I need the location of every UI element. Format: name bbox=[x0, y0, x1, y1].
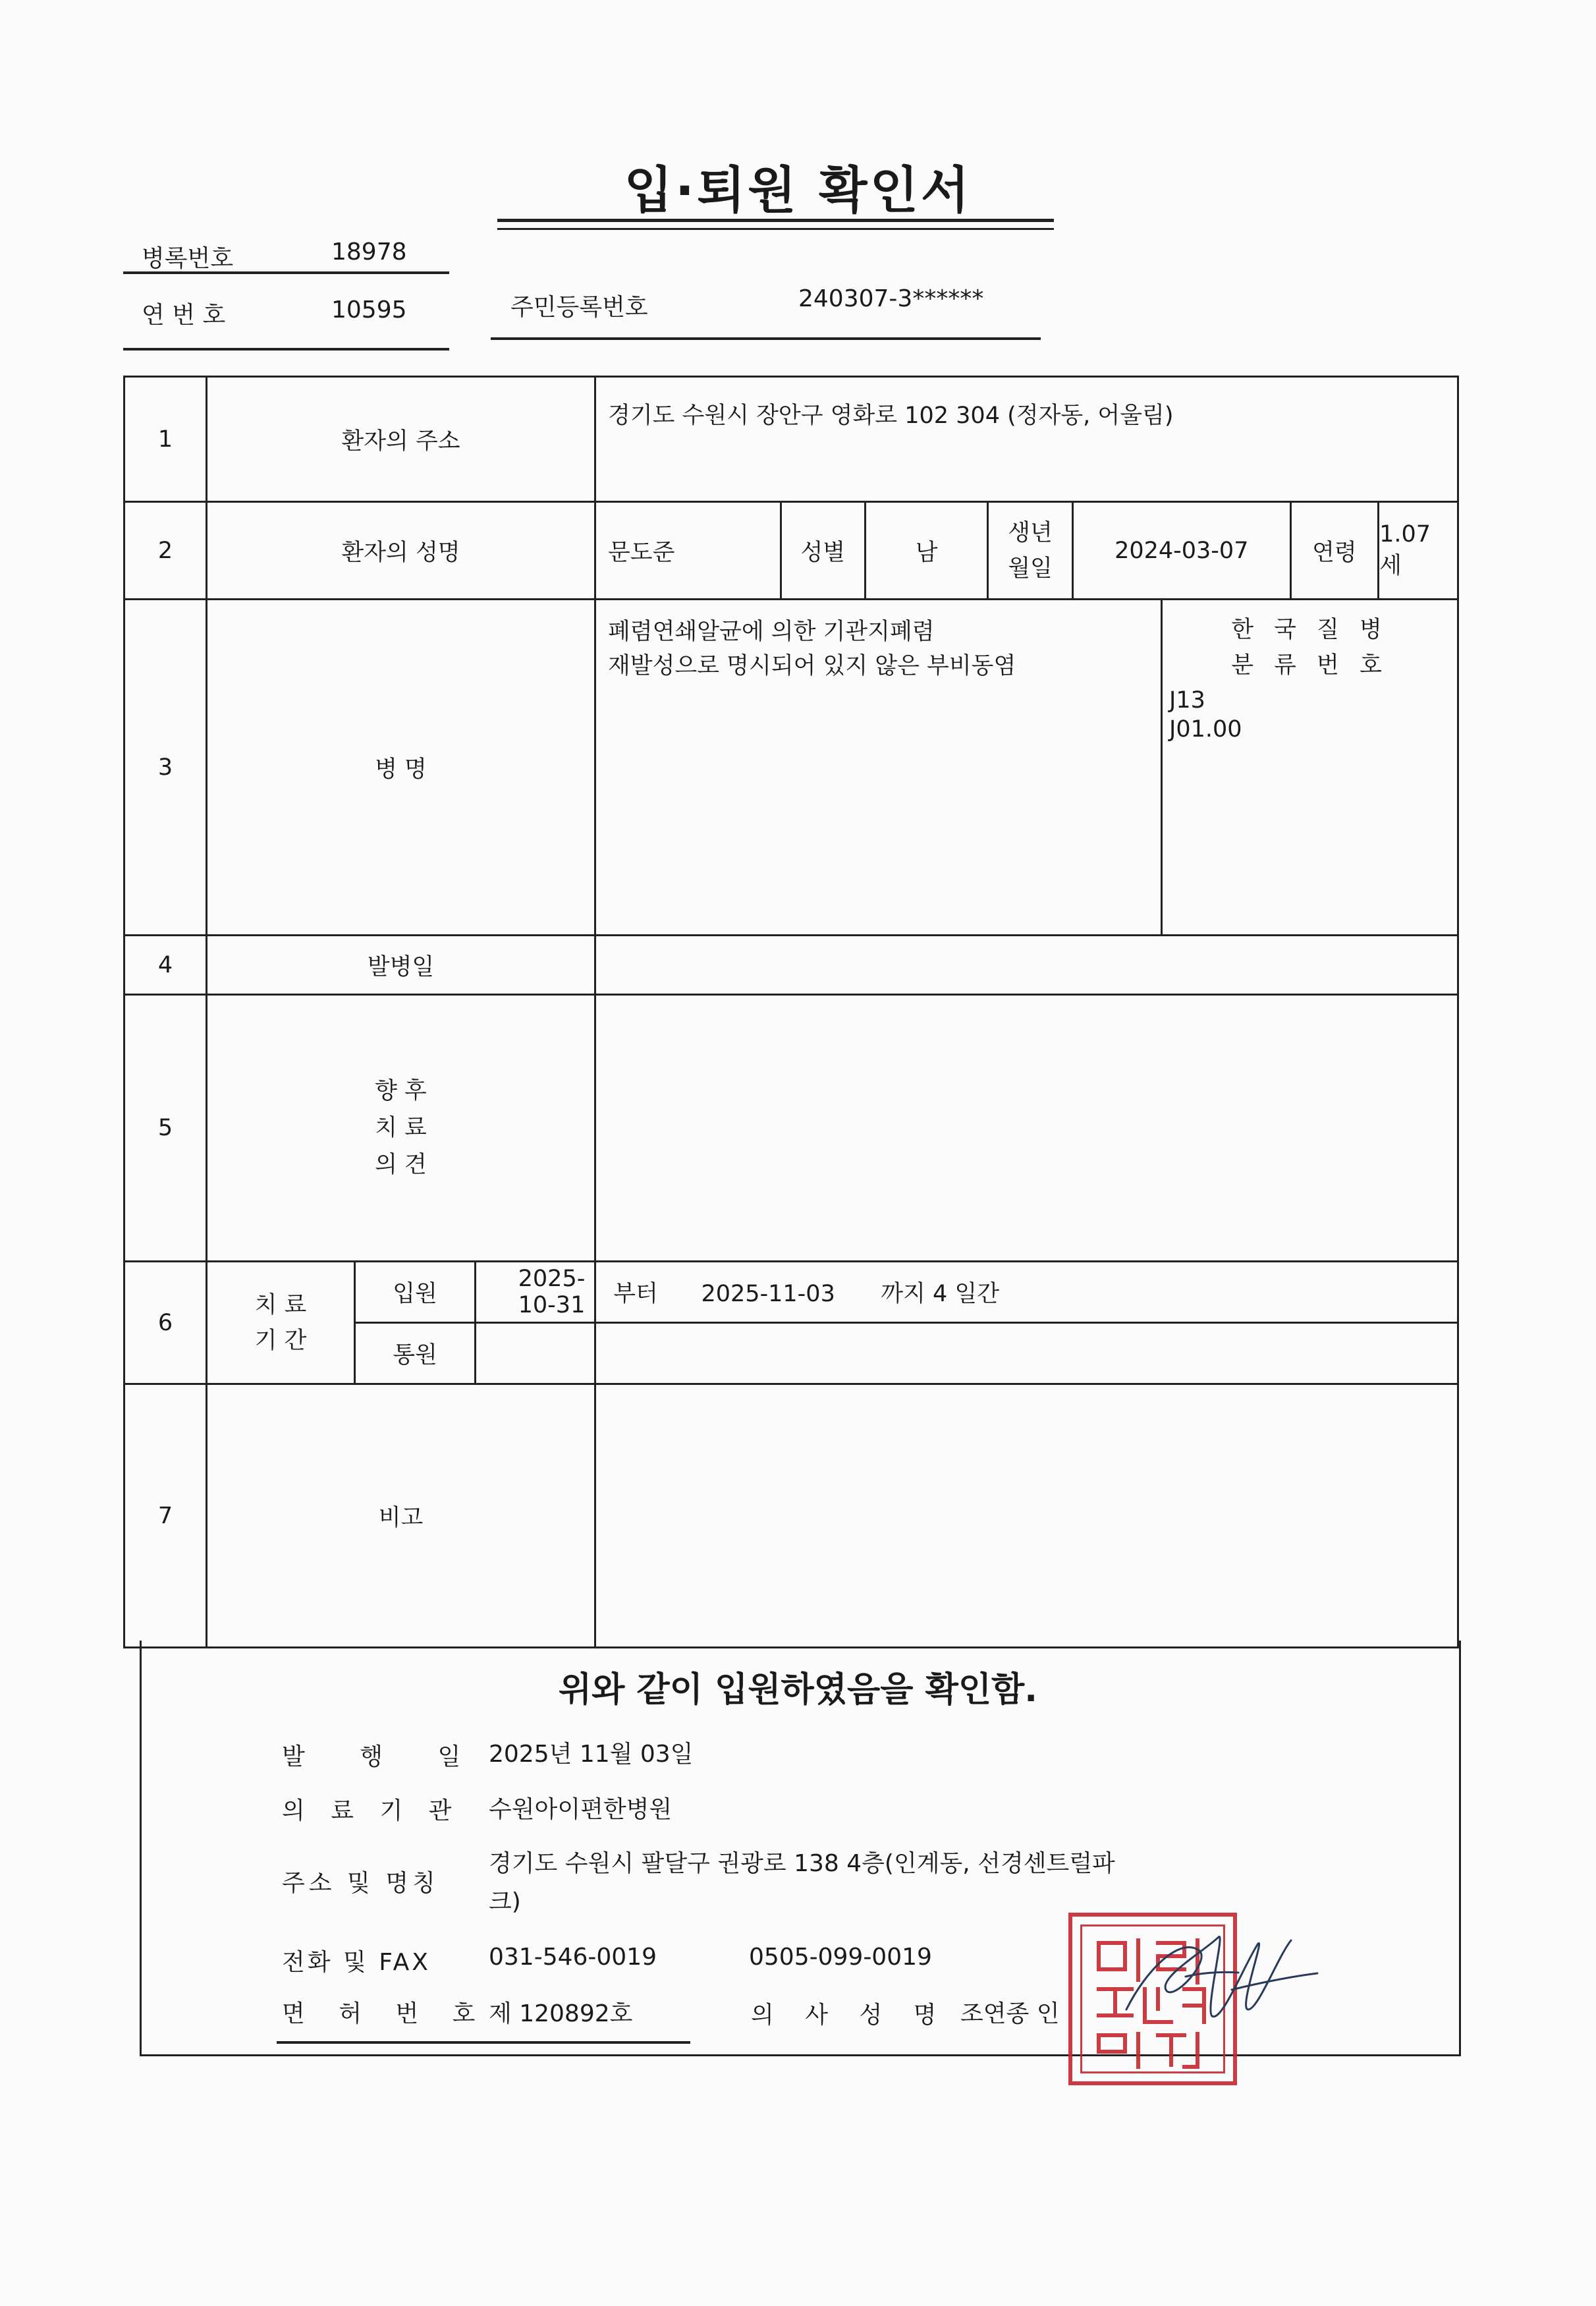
period-until: 까지 4 일간 bbox=[881, 1281, 1000, 1307]
age-value: 1.07세 bbox=[1379, 520, 1431, 579]
serial-number-label: 연 번 호 bbox=[142, 302, 226, 329]
patient-name: 문도준 bbox=[596, 503, 782, 598]
serial-underline bbox=[123, 348, 449, 351]
outpatient-period-value bbox=[595, 1323, 1458, 1384]
dob-value: 2024-03-07 bbox=[1074, 503, 1292, 598]
row-number: 4 bbox=[124, 936, 207, 995]
inpatient-period-value bbox=[595, 1262, 1458, 1323]
diagnosis-line: 폐렴연쇄알균에 의한 기관지폐렴 bbox=[608, 619, 935, 645]
dob-label-line2: 월일 bbox=[1008, 555, 1053, 582]
doctor-name-label: 의 사 성 명 bbox=[751, 2002, 949, 2029]
institution-value: 수원아이편한병원 bbox=[489, 1796, 673, 1823]
row-number: 3 bbox=[124, 600, 207, 936]
hospital-address-line: 경기도 수원시 팔달구 권광로 138 4층(인계동, 선경센트럴파 bbox=[489, 1850, 1115, 1877]
remarks-label: 비고 bbox=[207, 1384, 595, 1648]
kcd-code-cell bbox=[1162, 600, 1458, 936]
diagnosis-line: 재발성으로 명시되어 있지 않은 부비동염 bbox=[608, 653, 1016, 679]
inpatient-label bbox=[355, 1262, 595, 1323]
period-end: 2025-11-03 bbox=[701, 1281, 835, 1307]
diagnosis-value bbox=[595, 600, 1162, 936]
phone-value: 031-546-0019 bbox=[489, 1944, 657, 1971]
license-value: 제 120892호 bbox=[489, 2000, 633, 2027]
period-label bbox=[207, 1262, 355, 1384]
row-name bbox=[124, 502, 1458, 600]
dob-label bbox=[989, 503, 1073, 598]
period-from: 부터 bbox=[613, 1281, 658, 1307]
doctor-signature-graphic bbox=[1107, 1911, 1324, 2042]
onset-label: 발병일 bbox=[207, 936, 595, 995]
resident-underline bbox=[491, 337, 1041, 340]
sex-value: 남 bbox=[866, 503, 989, 598]
title-underline bbox=[497, 219, 1054, 222]
serial-number-value: 10595 bbox=[331, 296, 407, 323]
outpatient-label bbox=[355, 1323, 595, 1384]
record-number-label: 병록번호 bbox=[142, 245, 234, 272]
hospital-address-line: 크) bbox=[489, 1888, 521, 1915]
title-underline-2 bbox=[497, 228, 1054, 230]
age-label: 연령 bbox=[1292, 503, 1379, 598]
remarks-value bbox=[595, 1384, 1458, 1648]
opinion-label-line: 향 후 bbox=[375, 1078, 427, 1104]
diagnosis-label: 병 명 bbox=[207, 600, 595, 936]
issue-date-label: 발 행 일 bbox=[282, 1743, 485, 1770]
resident-number-value: 240307-3****** bbox=[798, 285, 984, 312]
opinion-label-line: 치 료 bbox=[375, 1115, 427, 1141]
license-underline bbox=[277, 2041, 690, 2044]
admission-table bbox=[123, 376, 1459, 1648]
row-number: 2 bbox=[124, 502, 207, 600]
address-label: 환자의 주소 bbox=[207, 377, 595, 502]
row-onset bbox=[124, 936, 1458, 995]
confirmation-statement: 위와 같이 입원하였음을 확인함. bbox=[558, 1670, 1038, 1710]
period-label-line: 치 료 bbox=[254, 1291, 307, 1318]
row-opinion bbox=[124, 995, 1458, 1262]
kcd-code: J01.00 bbox=[1169, 716, 1242, 743]
record-underline bbox=[123, 271, 449, 274]
fax-value: 0505-099-0019 bbox=[749, 1944, 932, 1971]
period-start: 2025-10-31 bbox=[518, 1266, 586, 1318]
inpatient-label-text: 입원 bbox=[356, 1262, 476, 1322]
sex-label: 성별 bbox=[782, 503, 866, 598]
row-number: 7 bbox=[124, 1384, 207, 1648]
address-value: 경기도 수원시 장안구 영화로 102 304 (정자동, 어울림) bbox=[595, 377, 1458, 502]
row-remarks bbox=[124, 1384, 1458, 1648]
institution-label: 의 료 기 관 bbox=[282, 1797, 461, 1824]
dob-label-line1: 생년 bbox=[1008, 519, 1053, 546]
kcd-code: J13 bbox=[1169, 687, 1205, 714]
row-period-inpatient bbox=[124, 1262, 1458, 1323]
row-number: 5 bbox=[124, 995, 207, 1262]
outpatient-label-text: 통원 bbox=[356, 1324, 476, 1383]
onset-value bbox=[595, 936, 1458, 995]
phone-fax-label: 전화 및 FAX bbox=[282, 1949, 431, 1976]
period-label-line: 기 간 bbox=[254, 1327, 307, 1354]
name-label: 환자의 성명 bbox=[207, 502, 595, 600]
doctor-name-value: 조연종 인 bbox=[960, 2000, 1060, 2027]
record-number-value: 18978 bbox=[331, 239, 407, 266]
opinion-label-line: 의 견 bbox=[375, 1152, 427, 1178]
kcd-header-line1: 한 국 질 병 bbox=[1231, 617, 1389, 643]
opinion-value bbox=[595, 995, 1458, 1262]
row-diagnosis bbox=[124, 600, 1458, 936]
row-number: 1 bbox=[124, 377, 207, 502]
document-title: 입·퇴원 확인서 bbox=[624, 161, 972, 219]
address-name-label: 주소 및 명칭 bbox=[282, 1870, 439, 1897]
kcd-header-line2: 분 류 번 호 bbox=[1231, 652, 1389, 679]
opinion-label bbox=[207, 995, 595, 1262]
issue-date-value: 2025년 11월 03일 bbox=[489, 1741, 694, 1768]
license-label: 면 허 번 호 bbox=[282, 2000, 489, 2027]
resident-number-label: 주민등록번호 bbox=[510, 294, 648, 321]
row-address bbox=[124, 377, 1458, 502]
row-number: 6 bbox=[124, 1262, 207, 1384]
